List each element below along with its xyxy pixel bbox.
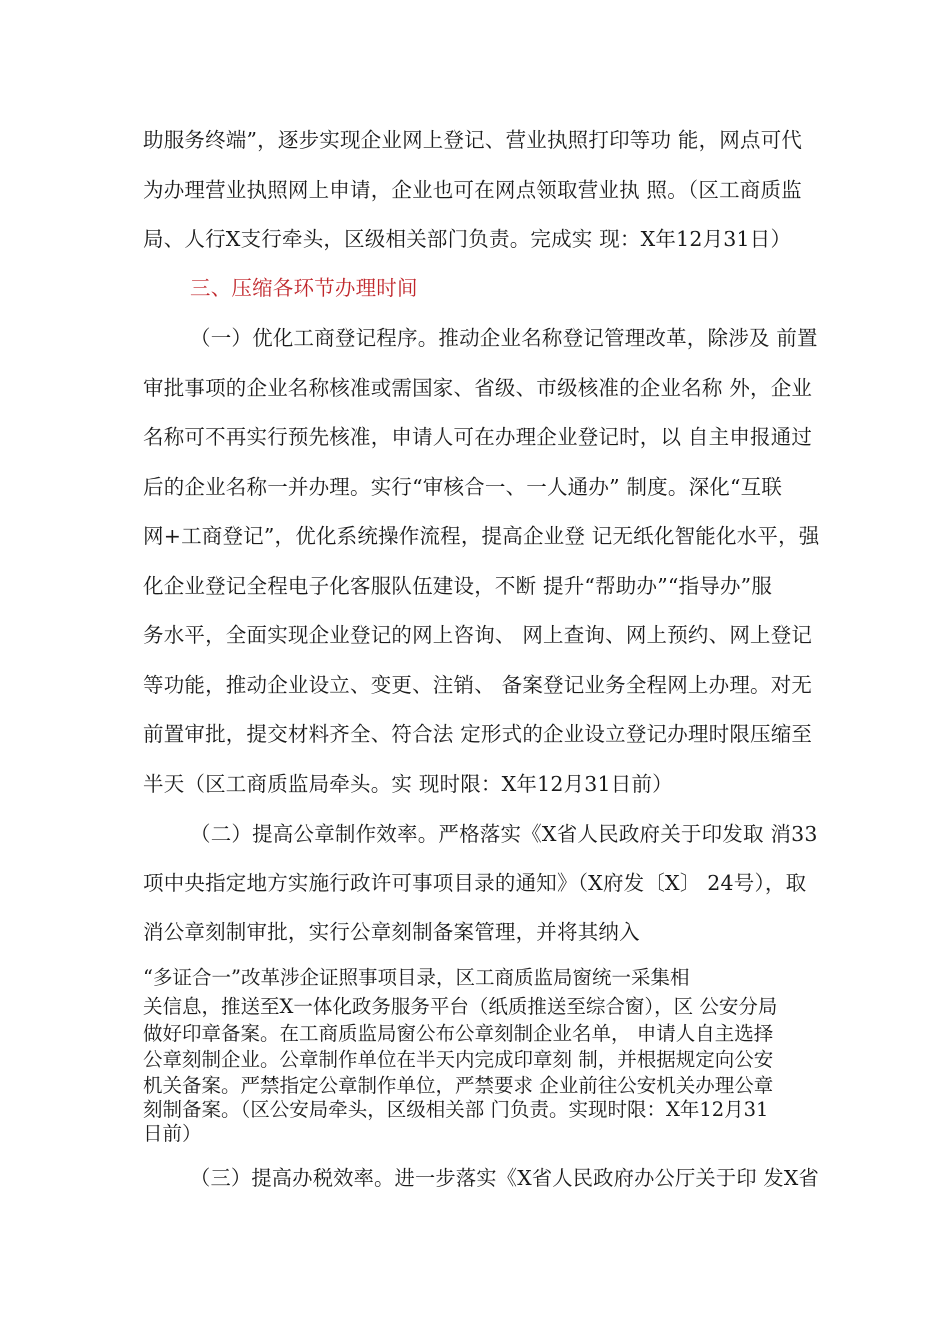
paragraph-line: 关信息，推送至X一体化政务服务平台（纸质推送至综合窗），区 公安分局 bbox=[143, 995, 778, 1018]
paragraph-line: 助服务终端”，逐步实现企业网上登记、营业执照打印等功 能，网点可代 bbox=[143, 128, 803, 152]
paragraph-line: 务水平，全面实现企业登记的网上咨询、 网上查询、网上预约、网上登记 bbox=[143, 623, 813, 647]
paragraph-line: 消公章刻制审批，实行公章刻制备案管理，并将其纳入 bbox=[143, 920, 640, 944]
paragraph-line: 等功能，推动企业设立、变更、注销、 备案登记业务全程网上办理。对无 bbox=[143, 673, 813, 697]
paragraph-line: （一）优化工商登记程序。推动企业名称登记管理改革，除涉及 前置 bbox=[190, 326, 818, 350]
paragraph-line: 刻制备案。（区公安局牵头，区级相关部 门负责。实现时限：X年12月31 bbox=[143, 1098, 769, 1121]
paragraph-line: 项中央指定地方实施行政许可事项目录的通知》（X府发〔X〕 24号），取 bbox=[143, 871, 807, 895]
paragraph-line: 日前） bbox=[143, 1122, 202, 1145]
paragraph-line: （二）提高公章制作效率。严格落实《X省人民政府关于印发取 消33 bbox=[190, 822, 818, 846]
paragraph-line: 后的企业名称一并办理。实行“审核合一、一人通办” 制度。深化“互联 bbox=[143, 475, 783, 499]
paragraph-line: 做好印章备案。在工商质监局窗公布公章刻制企业名单， 申请人自主选择 bbox=[143, 1022, 774, 1045]
paragraph-line: “多证合一”改革涉企证照事项目录，区工商质监局窗统一采集相 bbox=[143, 966, 690, 989]
paragraph-line: 机关备案。严禁指定公章制作单位，严禁要求 企业前往公安机关办理公章 bbox=[143, 1074, 774, 1097]
section-heading: 三、压缩各环节办理时间 bbox=[190, 276, 418, 300]
paragraph-line: 为办理营业执照网上申请，企业也可在网点领取营业执 照。（区工商质监 bbox=[143, 178, 802, 202]
paragraph-line: （三）提高办税效率。进一步落实《X省人民政府办公厅关于印 发X省 bbox=[190, 1166, 819, 1190]
paragraph-line: 前置审批，提交材料齐全、符合法 定形式的企业设立登记办理时限压缩至 bbox=[143, 722, 813, 746]
paragraph-line: 化企业登记全程电子化客服队伍建设，不断 提升“帮助办”“指导办”服 bbox=[143, 574, 773, 598]
paragraph-line: 网+工商登记”，优化系统操作流程，提高企业登 记无纸化智能化水平，强 bbox=[143, 524, 820, 548]
paragraph-line: 公章刻制企业。公章制作单位在半天内完成印章刻 制，并根据规定向公安 bbox=[143, 1048, 774, 1071]
paragraph-line: 审批事项的企业名称核准或需国家、省级、市级核准的企业名称 外，企业 bbox=[143, 376, 813, 400]
paragraph-line: 名称可不再实行预先核准，申请人可在办理企业登记时，以 自主申报通过 bbox=[143, 425, 813, 449]
paragraph-line: 半天（区工商质监局牵头。实 现时限：X年12月31日前） bbox=[143, 772, 673, 796]
paragraph-line: 局、人行X支行牵头，区级相关部门负责。完成实 现：X年12月31日） bbox=[143, 227, 792, 251]
